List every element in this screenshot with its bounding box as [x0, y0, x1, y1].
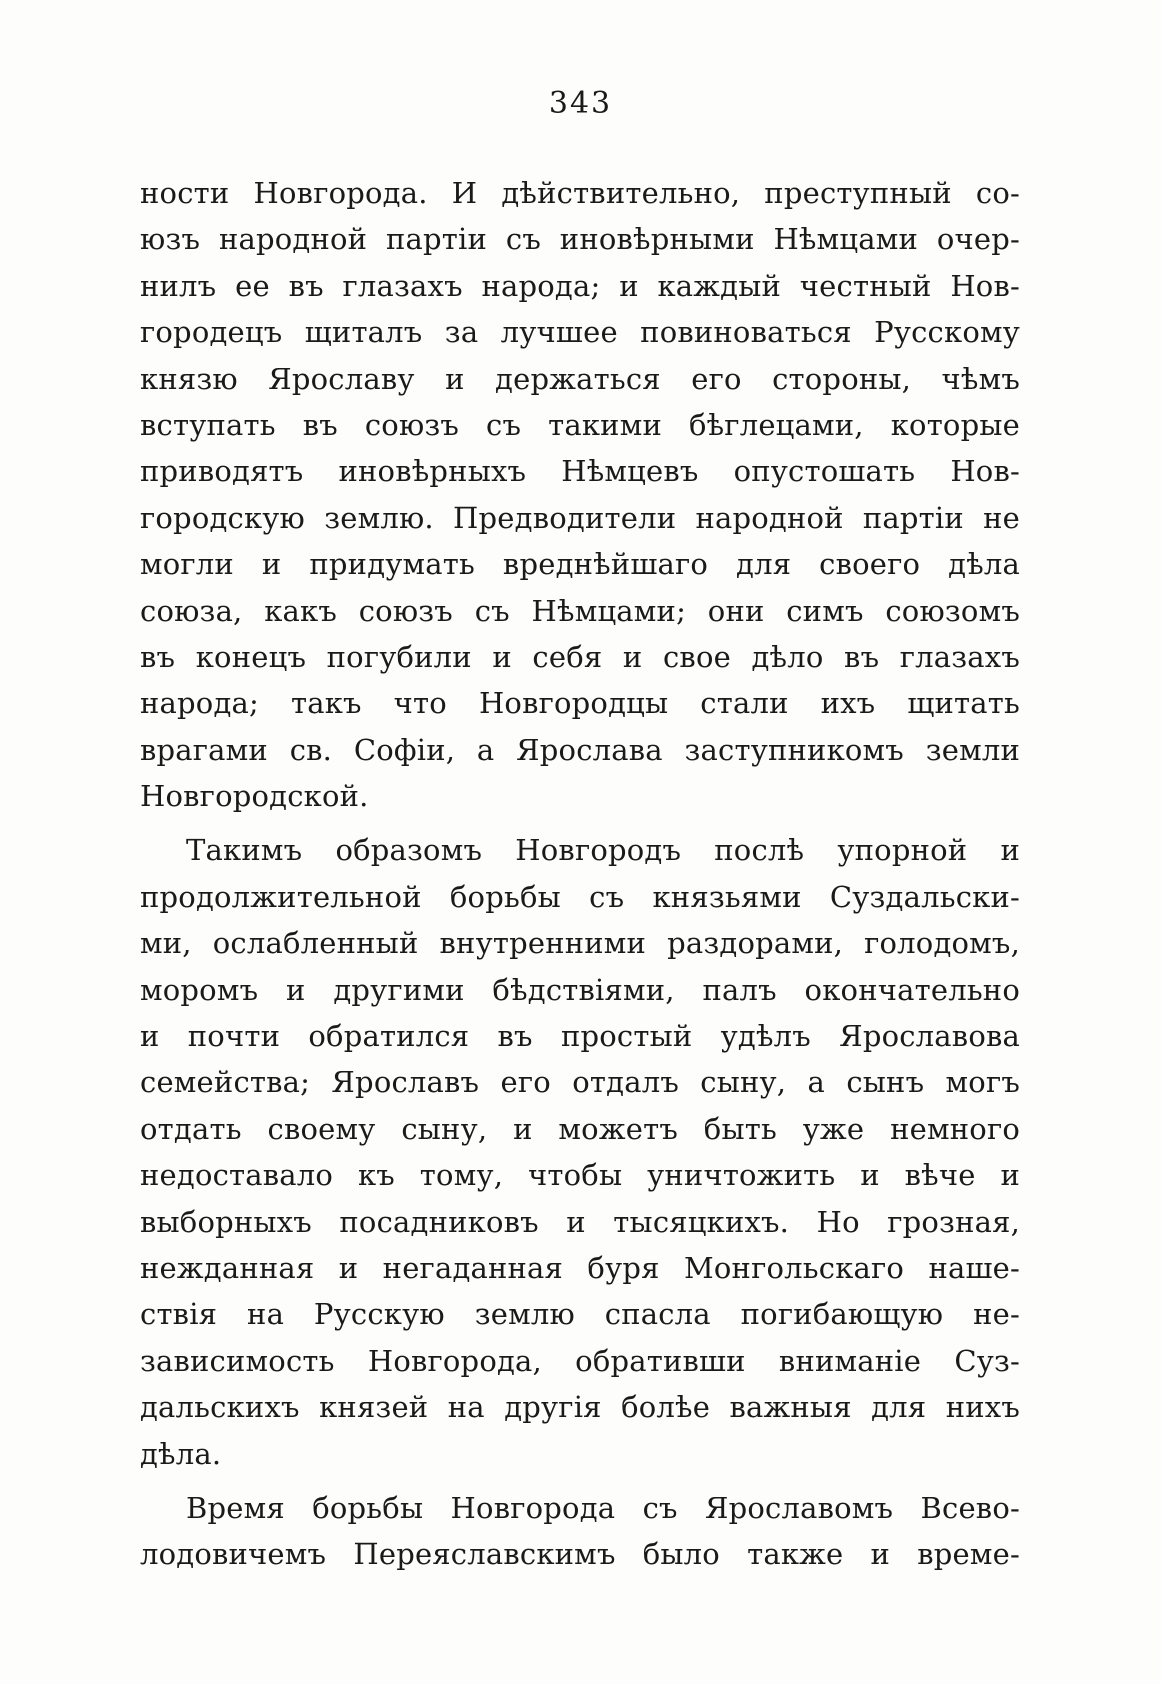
text-line: городецъ щиталъ за лучшее повиноваться Русскому	[140, 315, 1020, 350]
text-line: недоставало къ тому, чтобы уничтожить и вѣче и	[140, 1158, 1020, 1193]
text-line: въ конецъ погубили и себя и свое дѣло въ глазахъ	[140, 639, 1020, 674]
text-line: нежданная и негаданная буря Монгольскаго наше-	[140, 1250, 1020, 1285]
text-line: дальскихъ князей на другія болѣе важныя для нихъ	[140, 1390, 1020, 1425]
text-line: князю Ярославу и держаться его стороны, чѣмъ	[140, 361, 1020, 396]
text-line: городскую землю. Предводители народной партіи не	[140, 500, 1020, 535]
text-line: выборныхъ посадниковъ и тысяцкихъ. Но грозная,	[140, 1204, 1020, 1239]
text-line: зависимость Новгорода, обративши вниманіе Суз-	[140, 1343, 1020, 1378]
text-line: и почти обратился въ простый удѣлъ Ярославова	[140, 1019, 1020, 1054]
text-line: ствія на Русскую землю спасла погибающую не-	[140, 1297, 1020, 1332]
paragraph	[140, 827, 1020, 1476]
text-line: отдать своему сыну, и можетъ быть уже немного	[140, 1111, 1020, 1146]
text-line: союза, какъ союзъ съ Нѣмцами; они симъ союзомъ	[140, 593, 1020, 628]
text-line: лодовичемъ Переяславскимъ было также и време-	[140, 1537, 1020, 1572]
text-line: приводятъ иновѣрныхъ Нѣмцевъ опустошать Нов-	[140, 454, 1020, 489]
text-line: продолжительной борьбы съ князьями Суздальски-	[140, 879, 1020, 914]
text-line: нилъ ее въ глазахъ народа; и каждый честный Нов-	[140, 268, 1020, 303]
paragraph	[140, 170, 1020, 819]
page-number: 343	[548, 86, 613, 121]
text-line: врагами св. Софіи, а Ярослава заступникомъ земли	[140, 732, 1020, 767]
paragraph	[140, 1485, 1020, 1578]
text-line: вступать въ союзъ съ такими бѣглецами, которые	[140, 407, 1020, 442]
page-text	[140, 170, 1020, 1578]
text-line: Новгородской.	[140, 779, 369, 814]
text-line: дѣла.	[140, 1436, 222, 1471]
text-line: юзъ народной партіи съ иновѣрными Нѣмцами очер-	[140, 222, 1020, 257]
text-line: Время борьбы Новгорода съ Ярославомъ Всево-	[186, 1490, 1020, 1525]
text-line: могли и придумать вреднѣйшаго для своего дѣла	[140, 547, 1020, 582]
text-line: моромъ и другими бѣдствіями, палъ окончательно	[140, 972, 1020, 1007]
text-line: Такимъ образомъ Новгородъ послѣ упорной и	[186, 833, 1020, 868]
text-line: ми, ослабленный внутренними раздорами, голодомъ,	[140, 926, 1020, 961]
text-line: ности Новгорода. И дѣйствительно, преступный со-	[140, 176, 1020, 210]
text-line: народа; такъ что Новгородцы стали ихъ щитать	[140, 686, 1020, 721]
text-line: семейства; Ярославъ его отдалъ сыну, а сынъ могъ	[140, 1065, 1020, 1100]
